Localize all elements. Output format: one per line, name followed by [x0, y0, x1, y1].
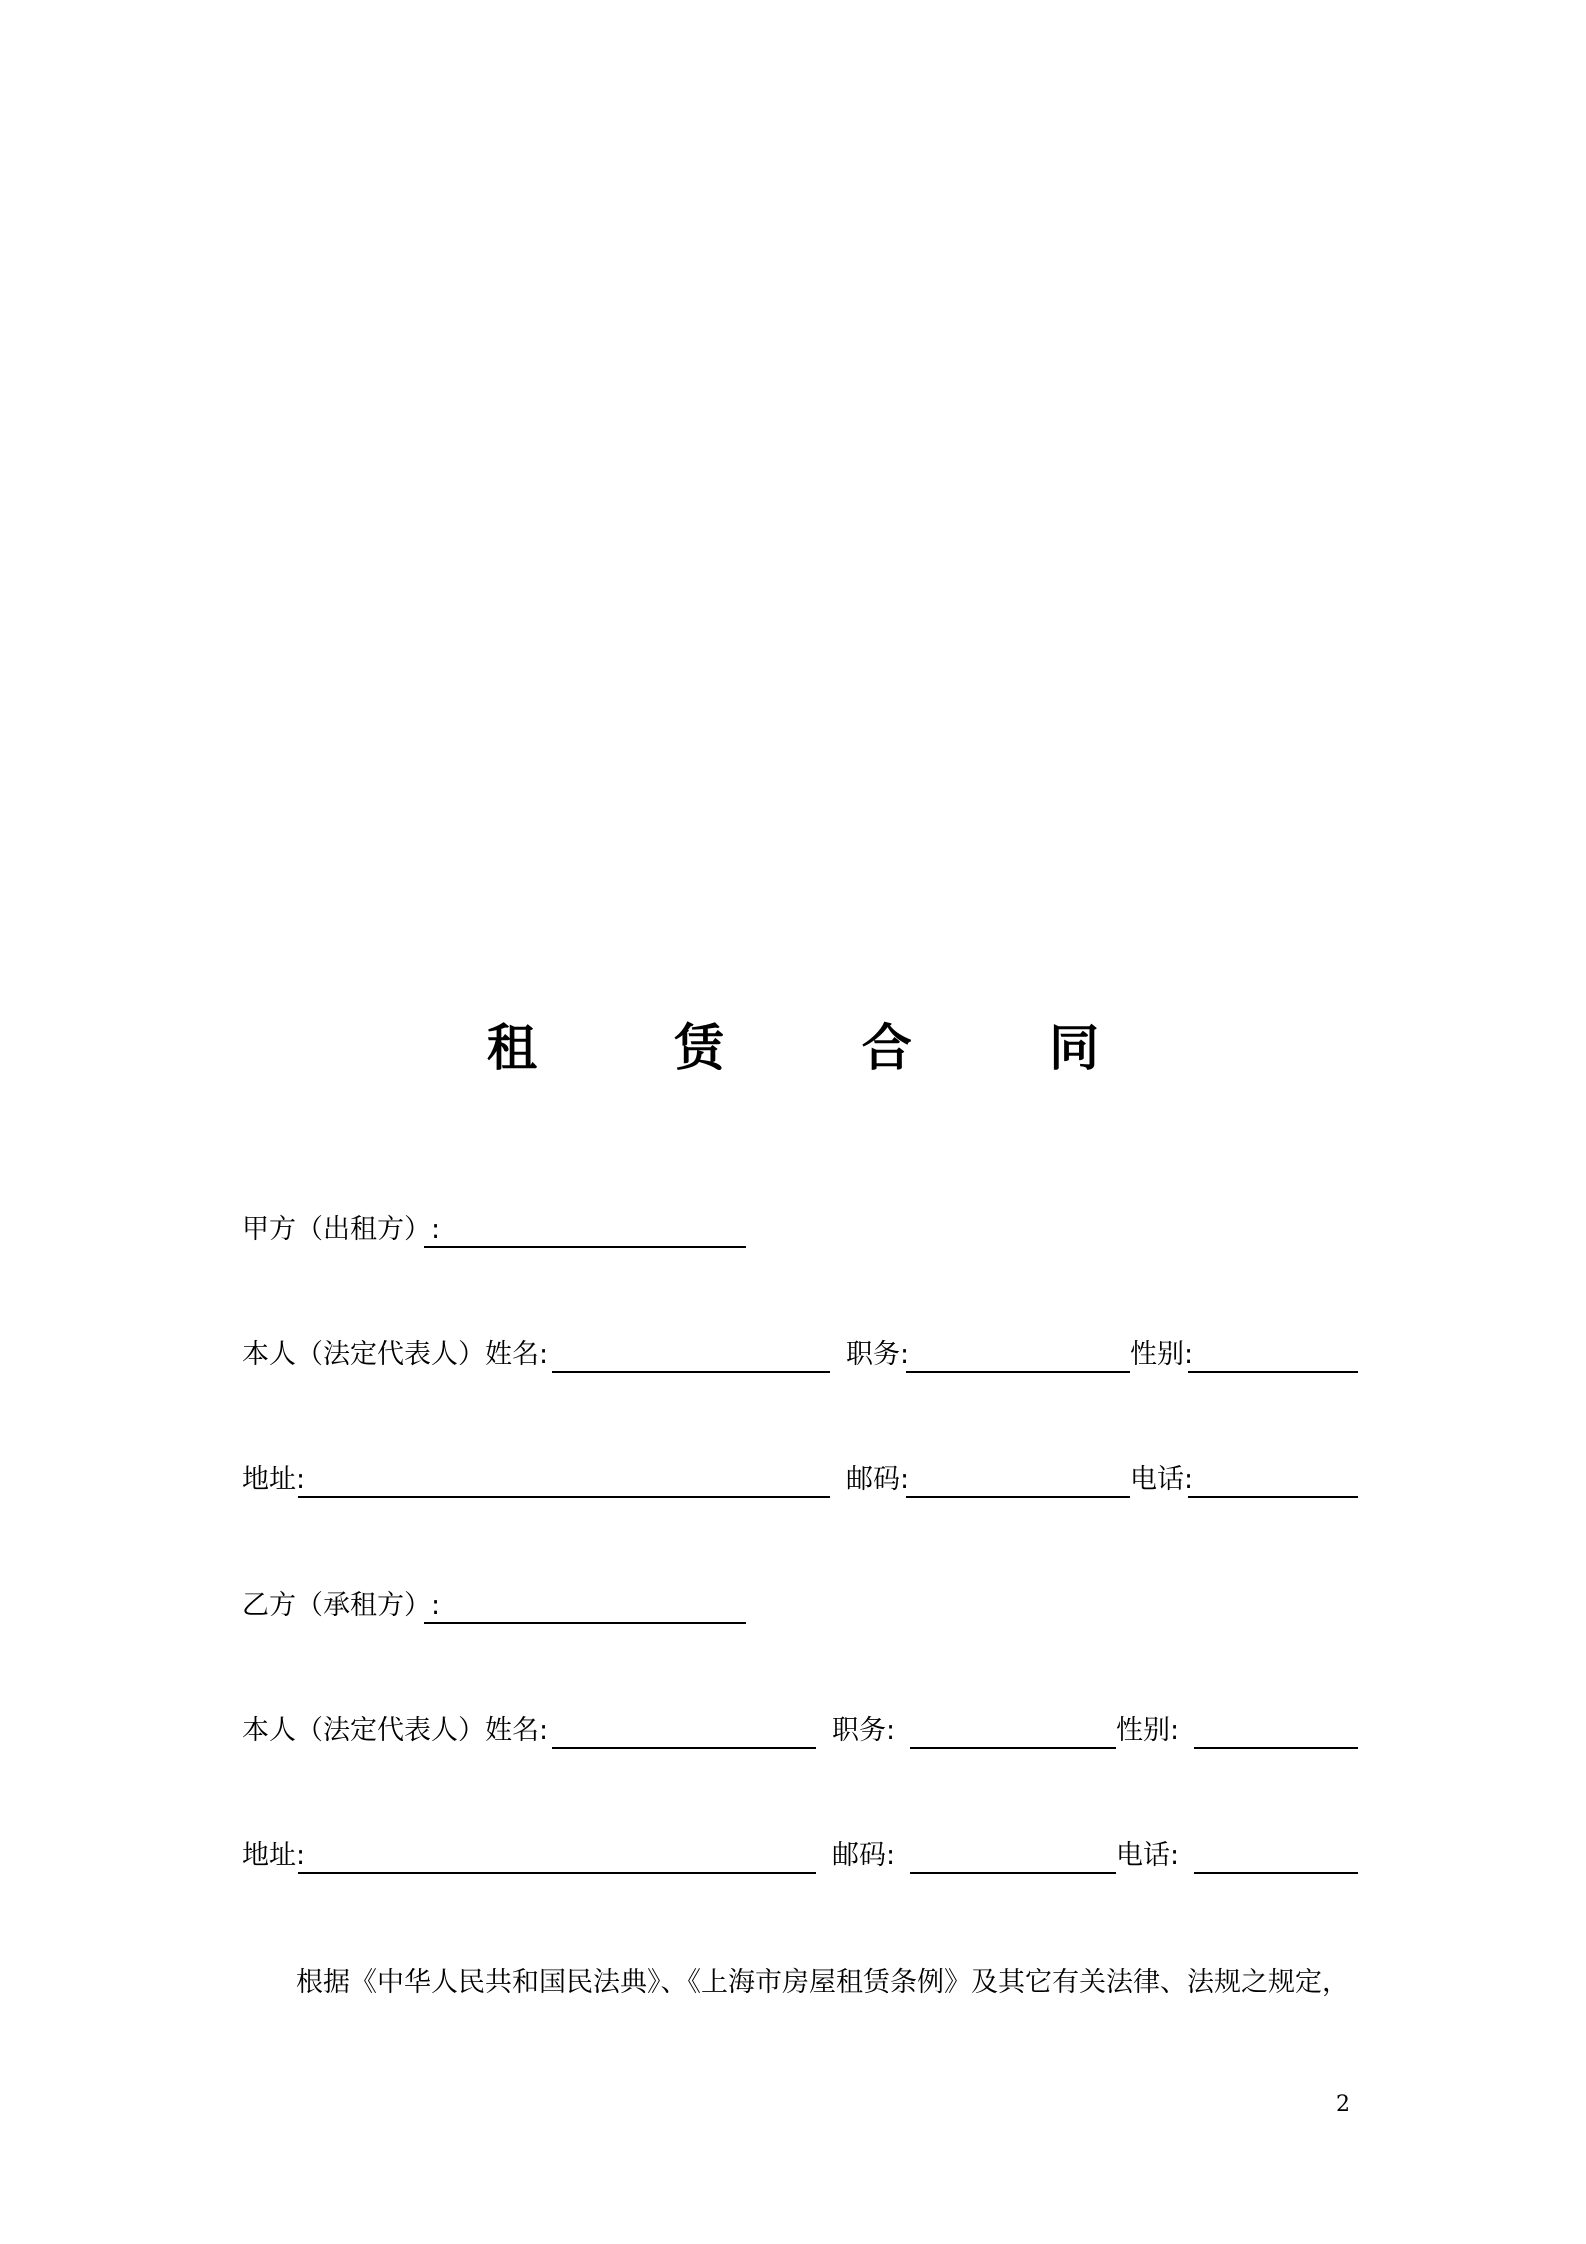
party-a-postcode-blank[interactable]: [906, 1496, 1130, 1498]
party-a-address-blank[interactable]: [298, 1496, 830, 1498]
intro-paragraph: 根据《中华人民共和国民法典》、《上海市房屋租赁条例》及其它有关法律、法规之规定，: [296, 1967, 1349, 1998]
party-a-phone-blank[interactable]: [1188, 1496, 1358, 1498]
party-b-position-blank[interactable]: [910, 1747, 1116, 1749]
party-a-phone-label: 电话:: [1130, 1464, 1194, 1495]
party-b-address-label: 地址:: [242, 1840, 306, 1871]
party-b-phone-label: 电话:: [1116, 1840, 1180, 1871]
party-a-position-label: 职务:: [846, 1339, 910, 1370]
party-b-postcode-blank[interactable]: [910, 1872, 1116, 1874]
party-b-position-label: 职务:: [832, 1715, 896, 1746]
party-b-address-blank[interactable]: [298, 1872, 816, 1874]
party-b-gender-blank[interactable]: [1194, 1747, 1358, 1749]
party-a-name-blank[interactable]: [424, 1246, 746, 1248]
page-number: 2: [1336, 2092, 1350, 2117]
party-b-representative-name-blank[interactable]: [552, 1747, 816, 1749]
party-a-heading: 甲方（出租方）:: [242, 1214, 441, 1245]
party-a-name-label: 本人（法定代表人）姓名:: [242, 1339, 549, 1370]
party-b-gender-label: 性别:: [1116, 1715, 1180, 1746]
document-title: 租 赁 合 同: [486, 1019, 1160, 1077]
party-b-name-label: 本人（法定代表人）姓名:: [242, 1715, 549, 1746]
party-a-position-blank[interactable]: [906, 1371, 1130, 1373]
party-b-heading: 乙方（承租方）:: [242, 1590, 441, 1621]
party-a-gender-blank[interactable]: [1188, 1371, 1358, 1373]
party-b-name-blank[interactable]: [424, 1622, 746, 1624]
party-a-postcode-label: 邮码:: [846, 1464, 910, 1495]
party-a-gender-label: 性别:: [1130, 1339, 1194, 1370]
party-b-postcode-label: 邮码:: [832, 1840, 896, 1871]
party-b-phone-blank[interactable]: [1194, 1872, 1358, 1874]
party-a-address-label: 地址:: [242, 1464, 306, 1495]
party-a-representative-name-blank[interactable]: [552, 1371, 830, 1373]
